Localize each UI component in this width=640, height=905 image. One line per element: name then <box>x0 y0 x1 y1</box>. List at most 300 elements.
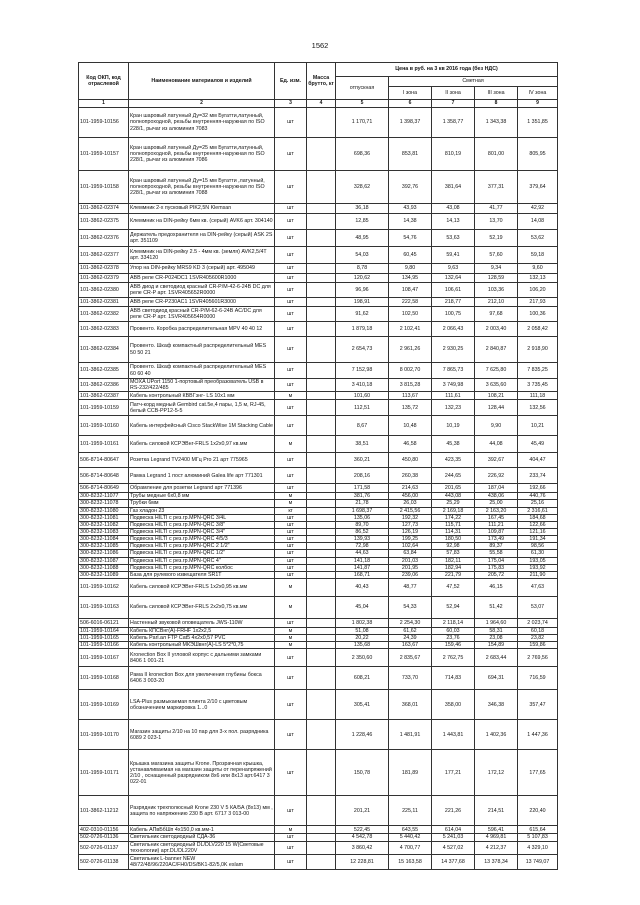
cell-zone-3-price: 438,06 <box>475 493 518 500</box>
cell-unit: шт <box>275 557 307 564</box>
cell-release-price: 1 698,37 <box>336 507 389 514</box>
cell-unit: шт <box>275 214 307 230</box>
cell-name: ABB светодиод красный CR-P/M-62-6-24В AC/DC для реле CR-P арт. 1SVR405654R0000 <box>129 307 275 322</box>
cell-zone-4-price: 14,08 <box>518 214 558 230</box>
cell-name: Провенто. Коробка распределительная MPV 40 40 12 <box>129 322 275 337</box>
cell-zone-3-price: 13 378,34 <box>475 854 518 869</box>
header-mass: Масса брутто, кг <box>307 63 336 100</box>
column-number: 7 <box>432 100 475 108</box>
cell-name: Трубы медные 6х0,8 мм <box>129 493 275 500</box>
cell-zone-1-price: 26,03 <box>389 500 432 507</box>
cell-zone-3-price: 154,89 <box>475 642 518 649</box>
cell-zone-1-price: 127,73 <box>389 521 432 528</box>
cell-mass <box>307 528 336 535</box>
cell-zone-1-price: 1 481,91 <box>389 720 432 750</box>
cell-zone-4-price: 106,20 <box>518 283 558 298</box>
cell-zone-3-price: 205,72 <box>475 571 518 578</box>
table-row <box>79 138 558 171</box>
cell-unit: шт <box>275 363 307 379</box>
cell-zone-4-price: 53,62 <box>518 230 558 247</box>
cell-code: 101-3862-02375 <box>79 214 129 230</box>
cell-unit: шт <box>275 108 307 138</box>
cell-mass <box>307 337 336 363</box>
cell-release-price: 198,91 <box>336 298 389 307</box>
cell-code: 101-1959-10167 <box>79 649 129 667</box>
cell-zone-2-price: 7 865,73 <box>432 363 475 379</box>
cell-zone-2-price: 52,94 <box>432 596 475 618</box>
cell-zone-4-price: 5 107,83 <box>518 834 558 841</box>
cell-name: База для рулевого извещателя SR1T <box>129 571 275 578</box>
cell-zone-3-price: 1 343,38 <box>475 108 518 138</box>
cell-zone-2-price: 423,35 <box>432 453 475 468</box>
cell-zone-1-price: 10,48 <box>389 416 432 436</box>
column-number: 2 <box>129 100 275 108</box>
cell-unit: шт <box>275 138 307 171</box>
cell-zone-3-price: 57,60 <box>475 247 518 264</box>
cell-zone-1-price: 733,70 <box>389 667 432 690</box>
cell-code: 101-1959-10171 <box>79 750 129 796</box>
cell-zone-3-price: 97,68 <box>475 307 518 322</box>
cell-code: 300-8232-11085 <box>79 543 129 550</box>
cell-zone-2-price: 9,63 <box>432 264 475 274</box>
cell-zone-4-price: 2 316,61 <box>518 507 558 514</box>
cell-release-price: 328,62 <box>336 171 389 204</box>
cell-mass <box>307 578 336 596</box>
cell-name: Кабель КПСВнг(А)-FRHF 1x2x2,5 <box>129 627 275 634</box>
table-row <box>79 834 558 841</box>
cell-zone-3-price: 175,04 <box>475 557 518 564</box>
cell-unit: шт <box>275 274 307 283</box>
cell-release-price: 112,51 <box>336 400 389 416</box>
cell-unit: шт <box>275 230 307 247</box>
cell-zone-4-price: 2 769,56 <box>518 649 558 667</box>
cell-zone-3-price: 128,59 <box>475 274 518 283</box>
cell-zone-3-price: 51,42 <box>475 596 518 618</box>
cell-name: ABB диод и светодиод красный CR-P/M-42-6-24B DC для реле CR-P арт. 1SVR405652R0000 <box>129 283 275 298</box>
table-row <box>79 642 558 649</box>
cell-unit: шт <box>275 283 307 298</box>
table-row <box>79 484 558 493</box>
cell-release-price: 135,68 <box>336 642 389 649</box>
cell-zone-3-price: 44,08 <box>475 436 518 453</box>
cell-unit: шт <box>275 453 307 468</box>
cell-unit: шт <box>275 720 307 750</box>
header-zone-4: IV зона <box>518 87 558 100</box>
cell-mass <box>307 379 336 392</box>
column-number: 3 <box>275 100 307 108</box>
cell-zone-4-price: 132,56 <box>518 400 558 416</box>
cell-unit: шт <box>275 400 307 416</box>
cell-zone-4-price: 184,68 <box>518 514 558 521</box>
cell-name: Розетка Legrand TV2400 МГц Pro 21 арт 775965 <box>129 453 275 468</box>
cell-mass <box>307 298 336 307</box>
table-row <box>79 307 558 322</box>
cell-zone-2-price: 100,75 <box>432 307 475 322</box>
cell-zone-3-price: 25,00 <box>475 500 518 507</box>
cell-mass <box>307 392 336 400</box>
cell-zone-1-price: 9,80 <box>389 264 432 274</box>
table-row <box>79 493 558 500</box>
cell-code: 101-3862-02382 <box>79 307 129 322</box>
price-table <box>78 62 558 870</box>
cell-zone-3-price: 9,90 <box>475 416 518 436</box>
cell-zone-4-price: 379,64 <box>518 171 558 204</box>
cell-release-price: 2 654,73 <box>336 337 389 363</box>
cell-mass <box>307 468 336 484</box>
cell-zone-3-price: 392,67 <box>475 453 518 468</box>
cell-name: Провенто. Шкаф компактный распределительный MES 60 60 40 <box>129 363 275 379</box>
cell-release-price: 54,03 <box>336 247 389 264</box>
cell-mass <box>307 834 336 841</box>
header-code: Код ОКП, код отраслевой <box>79 63 129 100</box>
cell-zone-2-price: 53,63 <box>432 230 475 247</box>
cell-release-price: 305,41 <box>336 690 389 720</box>
cell-zone-3-price: 596,41 <box>475 826 518 834</box>
table-row <box>79 400 558 416</box>
cell-code: 101-1959-10170 <box>79 720 129 750</box>
column-number: 8 <box>475 100 518 108</box>
table-row <box>79 649 558 667</box>
cell-zone-4-price: 9,60 <box>518 264 558 274</box>
cell-name: Кабель силовой КСРЭВнг-FRLS 1x2x0,95 кв.мм <box>129 578 275 596</box>
cell-release-price: 8,67 <box>336 416 389 436</box>
cell-zone-4-price: 159,86 <box>518 642 558 649</box>
cell-code: 506-8714-80649 <box>79 484 129 493</box>
cell-zone-4-price: 23,82 <box>518 635 558 642</box>
cell-mass <box>307 627 336 634</box>
cell-code: 101-3862-02383 <box>79 322 129 337</box>
cell-zone-4-price: 192,66 <box>518 484 558 493</box>
table-body <box>79 108 558 870</box>
cell-zone-2-price: 4 527,02 <box>432 841 475 854</box>
table-row <box>79 826 558 834</box>
cell-unit: шт <box>275 204 307 214</box>
cell-zone-1-price: 368,01 <box>389 690 432 720</box>
cell-zone-3-price: 694,31 <box>475 667 518 690</box>
cell-unit: шт <box>275 298 307 307</box>
table-row <box>79 528 558 535</box>
cell-name: Подвеска HILTI с рез.гр.MPN-QRC 2 1/2" <box>129 543 275 550</box>
cell-zone-1-price: 239,06 <box>389 571 432 578</box>
cell-code: 300-8232-11078 <box>79 500 129 507</box>
cell-release-price: 40,43 <box>336 578 389 596</box>
cell-release-price: 208,16 <box>336 468 389 484</box>
cell-zone-4-price: 53,07 <box>518 596 558 618</box>
cell-unit: шт <box>275 550 307 557</box>
cell-unit: м <box>275 635 307 642</box>
cell-name: Подвеска HILTI с рез.гр.MPN-QRC 4/5/3 <box>129 536 275 543</box>
cell-name: Патч-корд медный Gembird cat.5e,4 пары, 1,5 м, RJ-45, белый CCB-PP12-5-5 <box>129 400 275 416</box>
cell-zone-3-price: 23,08 <box>475 635 518 642</box>
table-row <box>79 796 558 826</box>
column-number: 4 <box>307 100 336 108</box>
cell-zone-4-price: 193,92 <box>518 564 558 571</box>
cell-code: 300-8232-11083 <box>79 528 129 535</box>
cell-zone-1-price: 392,76 <box>389 171 432 204</box>
table-row <box>79 571 558 578</box>
cell-unit: шт <box>275 484 307 493</box>
cell-zone-2-price: 14 377,68 <box>432 854 475 869</box>
cell-zone-3-price: 58,31 <box>475 627 518 634</box>
cell-unit: шт <box>275 564 307 571</box>
cell-zone-3-price: 109,87 <box>475 528 518 535</box>
table-row <box>79 635 558 642</box>
cell-code: 506-8714-80647 <box>79 453 129 468</box>
cell-code: 300-8232-11087 <box>79 557 129 564</box>
cell-zone-1-price: 113,67 <box>389 392 432 400</box>
cell-unit: шт <box>275 521 307 528</box>
table-row <box>79 322 558 337</box>
cell-name: Светильник светодиодный СДА-36 <box>129 834 275 841</box>
cell-zone-4-price: 122,66 <box>518 521 558 528</box>
cell-release-price: 86,52 <box>336 528 389 535</box>
cell-code: 300-8232-11088 <box>79 564 129 571</box>
cell-zone-4-price: 100,36 <box>518 307 558 322</box>
cell-zone-4-price: 805,95 <box>518 138 558 171</box>
cell-zone-2-price: 132,64 <box>432 274 475 283</box>
cell-name: Настенный звуковой оповещатель JWS-110W <box>129 618 275 627</box>
cell-unit: м <box>275 392 307 400</box>
table-row <box>79 578 558 596</box>
cell-code: 101-1959-10161 <box>79 436 129 453</box>
cell-zone-4-price: 47,63 <box>518 578 558 596</box>
cell-name: Крышка магазина защиты Krone. Прозрачная крышка, устанавливаемая на магазин защиты от перенапряжений 2/10 , оснащенный разрядником 8х6 или 8х13 арт.6417 3 022-01 <box>129 750 275 796</box>
page-number: 1562 <box>311 41 329 50</box>
cell-name: Кабель Parl.ал FTP Cat5 4х2х0,57 PVC <box>129 635 275 642</box>
cell-code: 101-3862-02374 <box>79 204 129 214</box>
column-number: 1 <box>79 100 129 108</box>
cell-zone-2-price: 3 749,98 <box>432 379 475 392</box>
cell-mass <box>307 214 336 230</box>
table-row <box>79 392 558 400</box>
cell-mass <box>307 564 336 571</box>
cell-zone-1-price: 2 254,30 <box>389 618 432 627</box>
cell-zone-1-price: 853,81 <box>389 138 432 171</box>
table-row <box>79 667 558 690</box>
cell-zone-1-price: 24,39 <box>389 635 432 642</box>
cell-code: 506-8714-80648 <box>79 468 129 484</box>
header-price-group: Цена в руб. на 3 кв 2016 года (без НДС) <box>336 63 558 77</box>
cell-name: Кабель контрольный МКЭШвнг(А)-LS 5*2*0,75 <box>129 642 275 649</box>
cell-mass <box>307 204 336 214</box>
cell-mass <box>307 484 336 493</box>
cell-zone-1-price: 102,50 <box>389 307 432 322</box>
cell-zone-4-price: 404,47 <box>518 453 558 468</box>
cell-code: 101-3862-02385 <box>79 363 129 379</box>
table-row <box>79 690 558 720</box>
cell-code: 101-1959-10162 <box>79 578 129 596</box>
table-row <box>79 854 558 869</box>
table-row <box>79 507 558 514</box>
table-row <box>79 274 558 283</box>
cell-mass <box>307 854 336 869</box>
table-row <box>79 230 558 247</box>
cell-mass <box>307 416 336 436</box>
cell-zone-3-price: 4 969,81 <box>475 834 518 841</box>
cell-release-price: 150,78 <box>336 750 389 796</box>
cell-zone-4-price: 61,30 <box>518 550 558 557</box>
cell-code: 101-1959-10168 <box>79 667 129 690</box>
cell-mass <box>307 618 336 627</box>
cell-zone-1-price: 1 398,37 <box>389 108 432 138</box>
cell-zone-2-price: 2 118,14 <box>432 618 475 627</box>
cell-unit: шт <box>275 649 307 667</box>
header-zone-1: I зона <box>389 87 432 100</box>
cell-name: Подвеска HILTI с рез.гр.MPN-QRC 1/2" <box>129 550 275 557</box>
cell-zone-4-price: 2 023,74 <box>518 618 558 627</box>
column-number-row <box>79 100 558 108</box>
cell-zone-1-price: 2 415,56 <box>389 507 432 514</box>
cell-zone-4-price: 1 351,85 <box>518 108 558 138</box>
cell-zone-3-price: 46,15 <box>475 578 518 596</box>
cell-zone-1-price: 54,76 <box>389 230 432 247</box>
cell-mass <box>307 635 336 642</box>
cell-zone-2-price: 810,19 <box>432 138 475 171</box>
cell-zone-2-price: 92,98 <box>432 543 475 550</box>
cell-release-price: 120,62 <box>336 274 389 283</box>
cell-zone-2-price: 614,04 <box>432 826 475 834</box>
cell-zone-1-price: 108,47 <box>389 283 432 298</box>
cell-unit: м <box>275 436 307 453</box>
cell-release-price: 45,04 <box>336 596 389 618</box>
table-row <box>79 379 558 392</box>
cell-code: 101-1959-10160 <box>79 416 129 436</box>
cell-name: Трубки 6мм <box>129 500 275 507</box>
table-row <box>79 283 558 298</box>
table-row <box>79 720 558 750</box>
cell-unit: шт <box>275 322 307 337</box>
cell-zone-3-price: 111,21 <box>475 521 518 528</box>
cell-mass <box>307 550 336 557</box>
cell-code: 300-8232-11084 <box>79 536 129 543</box>
cell-release-price: 72,98 <box>336 543 389 550</box>
cell-zone-1-price: 8 002,70 <box>389 363 432 379</box>
cell-zone-2-price: 23,76 <box>432 635 475 642</box>
cell-unit: шт <box>275 690 307 720</box>
cell-mass <box>307 596 336 618</box>
cell-name: Клеммник 2-х пусковый PIK2,5N Klemsan <box>129 204 275 214</box>
cell-zone-3-price: 801,00 <box>475 138 518 171</box>
cell-zone-2-price: 47,52 <box>432 578 475 596</box>
table-row <box>79 108 558 138</box>
cell-code: 300-8232-11080 <box>79 507 129 514</box>
cell-code: 506-6016-06121 <box>79 618 129 627</box>
cell-zone-1-price: 4 700,77 <box>389 841 432 854</box>
cell-zone-3-price: 4 212,37 <box>475 841 518 854</box>
cell-zone-4-price: 59,18 <box>518 247 558 264</box>
cell-zone-4-price: 440,76 <box>518 493 558 500</box>
cell-zone-3-price: 212,10 <box>475 298 518 307</box>
cell-unit: шт <box>275 171 307 204</box>
cell-name: Разрядник трехполюсный Krone 230 V 5 КА/5А (8х13) мм , защита по напряжению 230 В арт. 6717 3 013-00 <box>129 796 275 826</box>
cell-zone-1-price: 126,19 <box>389 528 432 535</box>
cell-code: 101-3862-02381 <box>79 298 129 307</box>
table-row <box>79 596 558 618</box>
cell-zone-2-price: 2 762,75 <box>432 649 475 667</box>
cell-mass <box>307 400 336 416</box>
cell-zone-2-price: 443,08 <box>432 493 475 500</box>
cell-zone-2-price: 1 358,77 <box>432 108 475 138</box>
cell-zone-4-price: 10,21 <box>518 416 558 436</box>
cell-zone-3-price: 175,83 <box>475 564 518 571</box>
cell-code: 300-8232-11082 <box>79 521 129 528</box>
cell-name: Светильник L-banner NEW 48/72/48/96/220AC/FH0/DS/BK1-82/5,0K eslam <box>129 854 275 869</box>
cell-unit: шт <box>275 264 307 274</box>
cell-code: 101-1959-10156 <box>79 108 129 138</box>
cell-name: Кран шаровый латунный Ду=32 мм Бугатти,латунный, полнопроходной, резьбы внутренняя-наружная по ISO 228/1, рычаг из алюминия 7083 <box>129 108 275 138</box>
cell-zone-1-price: 192,32 <box>389 514 432 521</box>
cell-zone-2-price: 45,38 <box>432 436 475 453</box>
cell-unit: шт <box>275 834 307 841</box>
cell-code: 101-1959-10163 <box>79 596 129 618</box>
cell-zone-1-price: 134,95 <box>389 274 432 283</box>
cell-zone-4-price: 121,16 <box>518 528 558 535</box>
cell-release-price: 12,85 <box>336 214 389 230</box>
cell-mass <box>307 108 336 138</box>
cell-zone-3-price: 41,77 <box>475 204 518 214</box>
cell-name: Кран шаровый латунный Ду=15 мм Бугатти ,латунный, полнопроходной, резьбы внутренняя-наружная по ISO 228/1, рычаг из алюминия 7088 <box>129 171 275 204</box>
cell-zone-2-price: 111,61 <box>432 392 475 400</box>
cell-zone-1-price: 63,84 <box>389 550 432 557</box>
cell-zone-4-price: 25,16 <box>518 500 558 507</box>
cell-code: 300-8232-11081 <box>79 514 129 521</box>
cell-unit: шт <box>275 571 307 578</box>
cell-unit: шт <box>275 468 307 484</box>
table-row <box>79 468 558 484</box>
table-row <box>79 618 558 627</box>
cell-name: Обрамление для розетки Legrand арт 771396 <box>129 484 275 493</box>
cell-unit: шт <box>275 416 307 436</box>
table-row <box>79 514 558 521</box>
table-row <box>79 536 558 543</box>
table-header <box>79 63 558 108</box>
cell-zone-2-price: 1 443,81 <box>432 720 475 750</box>
cell-zone-2-price: 14,13 <box>432 214 475 230</box>
cell-zone-2-price: 221,26 <box>432 796 475 826</box>
cell-code: 101-3862-02380 <box>79 283 129 298</box>
cell-unit: м <box>275 826 307 834</box>
cell-unit: шт <box>275 247 307 264</box>
cell-release-price: 522,45 <box>336 826 389 834</box>
cell-zone-1-price: 163,67 <box>389 642 432 649</box>
cell-zone-3-price: 172,12 <box>475 750 518 796</box>
cell-zone-1-price: 222,58 <box>389 298 432 307</box>
cell-zone-4-price: 111,18 <box>518 392 558 400</box>
cell-zone-3-price: 2 163,20 <box>475 507 518 514</box>
table-row <box>79 543 558 550</box>
cell-zone-1-price: 48,77 <box>389 578 432 596</box>
cell-zone-1-price: 46,58 <box>389 436 432 453</box>
cell-mass <box>307 230 336 247</box>
cell-release-price: 1 879,18 <box>336 322 389 337</box>
cell-name: Подвеска HILTI с рез.гр.MPN-QRC колбос <box>129 564 275 571</box>
table-row <box>79 500 558 507</box>
cell-zone-3-price: 226,92 <box>475 468 518 484</box>
cell-release-price: 48,95 <box>336 230 389 247</box>
table-row <box>79 564 558 571</box>
cell-zone-3-price: 346,38 <box>475 690 518 720</box>
cell-unit: шт <box>275 543 307 550</box>
table-row <box>79 453 558 468</box>
cell-zone-4-price: 716,59 <box>518 667 558 690</box>
cell-zone-3-price: 103,36 <box>475 283 518 298</box>
cell-zone-1-price: 199,25 <box>389 536 432 543</box>
cell-zone-2-price: 221,79 <box>432 571 475 578</box>
cell-zone-4-price: 217,93 <box>518 298 558 307</box>
cell-mass <box>307 171 336 204</box>
cell-unit: м <box>275 596 307 618</box>
cell-zone-4-price: 4 329,10 <box>518 841 558 854</box>
